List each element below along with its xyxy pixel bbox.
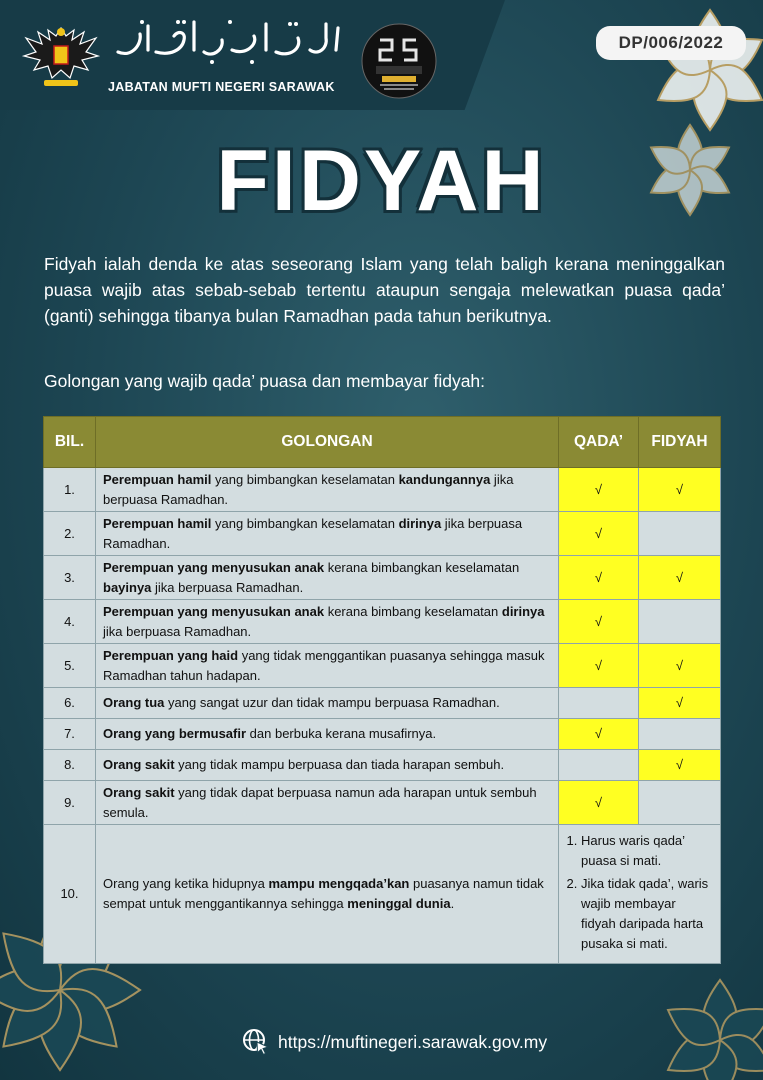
reference-number-tab: DP/006/2022 — [596, 26, 746, 60]
globe-cursor-icon — [242, 1028, 270, 1056]
desc-text-1: kerana bimbangkan keselamatan — [324, 559, 520, 575]
table-body — [44, 468, 721, 964]
check-mark: √ — [594, 794, 603, 810]
desc-text-1: yang bimbangkan keselamatan — [211, 471, 399, 487]
sarawak-crest-logo — [22, 22, 100, 92]
row-number: 4. — [44, 600, 96, 644]
website-link[interactable]: https://muftinegeri.sarawak.gov.my — [278, 1031, 548, 1052]
check-mark: √ — [594, 525, 603, 541]
row-description — [96, 468, 559, 512]
row-number: 6. — [44, 688, 96, 719]
desc-text-1: yang tidak dapat berpuasa namun ada harapan untuk sembuh semula. — [103, 784, 537, 820]
desc-text-1: yang tidak mampu berpuasa dan tiada harapan sembuh. — [174, 757, 505, 772]
row-number: 10. — [44, 825, 96, 964]
fidyah-cell — [639, 468, 721, 512]
desc-bold-2: kandungannya — [398, 471, 491, 487]
qada-cell — [559, 600, 639, 644]
desc-text-2: jika berpuasa Ramadhan. — [103, 515, 523, 551]
qada-cell — [559, 719, 639, 750]
check-mark: √ — [675, 481, 684, 497]
desc-text-1: yang tidak menggantikan puasanya sehingga masuk Ramadhan tahun hadapan. — [103, 647, 545, 683]
row-description — [96, 825, 559, 964]
table-row — [44, 468, 721, 512]
row-description — [96, 719, 559, 750]
desc-bold-1: mampu mengqada’kan — [268, 876, 410, 891]
qada-cell — [559, 512, 639, 556]
desc-text-1: yang sangat uzur dan tidak mampu berpuasa Ramadhan. — [164, 695, 500, 710]
row-number: 8. — [44, 750, 96, 781]
table-row — [44, 825, 721, 964]
row-number: 1. — [44, 468, 96, 512]
qada-cell — [559, 750, 639, 781]
check-mark: √ — [675, 657, 684, 673]
row-number: 9. — [44, 781, 96, 825]
header-qada: QADA’ — [559, 417, 639, 468]
table-row — [44, 781, 721, 825]
desc-bold-1: Orang sakit — [103, 757, 175, 772]
note-item: 1. Harus waris qada’ puasa si mati. — [581, 831, 712, 871]
table-row — [44, 688, 721, 719]
check-mark: √ — [675, 569, 684, 585]
row-description — [96, 688, 559, 719]
fidyah-cell — [639, 600, 721, 644]
check-mark: √ — [594, 657, 603, 673]
desc-bold-1: Orang yang bermusafir — [103, 726, 247, 741]
desc-text-1: kerana bimbang keselamatan — [324, 603, 502, 619]
notes-cell — [559, 825, 721, 964]
desc-bold-1: Perempuan yang menyusukan anak — [103, 603, 325, 619]
row-number: 2. — [44, 512, 96, 556]
check-mark: √ — [594, 481, 603, 497]
table-header-row — [44, 417, 721, 468]
desc-text-2: jika berpuasa Ramadhan. — [103, 623, 252, 639]
fidyah-cell — [639, 688, 721, 719]
desc-bold-1: Orang tua — [103, 695, 165, 710]
desc-bold-1: Perempuan hamil — [103, 471, 212, 487]
row-description — [96, 644, 559, 688]
fidyah-cell — [639, 556, 721, 600]
fidyah-cell — [639, 750, 721, 781]
anniversary-badge-logo — [360, 22, 438, 100]
desc-bold-2: dirinya — [398, 515, 442, 531]
desc-text-1: yang bimbangkan keselamatan — [211, 515, 399, 531]
row-description — [96, 512, 559, 556]
qada-cell — [559, 781, 639, 825]
row-description — [96, 750, 559, 781]
fidyah-cell — [639, 512, 721, 556]
fidyah-table — [43, 416, 721, 964]
footer — [242, 1028, 547, 1056]
table-row — [44, 644, 721, 688]
desc-bold-2: bayinya — [103, 579, 152, 595]
fidyah-cell — [639, 719, 721, 750]
desc-text-2: jika berpuasa Ramadhan. — [103, 471, 514, 507]
check-mark: √ — [594, 726, 603, 741]
row-description — [96, 600, 559, 644]
row-number: 3. — [44, 556, 96, 600]
qada-cell — [559, 556, 639, 600]
check-mark: √ — [594, 613, 603, 629]
desc-bold-2: dirinya — [501, 603, 545, 619]
table-row — [44, 719, 721, 750]
row-number: 5. — [44, 644, 96, 688]
desc-bold-1: Perempuan yang haid — [103, 647, 239, 663]
table-heading: Golongan yang wajib qada’ puasa dan membayar fidyah: — [44, 371, 486, 391]
header-bil: BIL. — [44, 417, 96, 468]
row-description — [96, 556, 559, 600]
header-fidyah: FIDYAH — [639, 417, 721, 468]
check-mark: √ — [675, 757, 684, 772]
header-golongan: GOLONGAN — [96, 417, 559, 468]
desc-bold-1: Perempuan hamil — [103, 515, 212, 531]
row-number: 7. — [44, 719, 96, 750]
row-description — [96, 781, 559, 825]
table-row — [44, 600, 721, 644]
table-row — [44, 512, 721, 556]
desc-text-1: dan berbuka kerana musafirnya. — [246, 726, 437, 741]
note-item: 2. Jika tidak qada’, waris wajib membayar fidyah daripada harta pusaka si mati. — [581, 874, 712, 954]
intro-paragraph: Fidyah ialah denda ke atas seseorang Islam yang telah baligh kerana meninggalkan puasa wajib atas sebab-sebab tertentu ataupun sengaja melewatkan puasa qada’ (ganti) sehingga tibanya bulan Ramadhan pada tahun berikutnya. — [44, 254, 725, 326]
desc-bold-1: Orang sakit — [103, 784, 175, 800]
table-row — [44, 556, 721, 600]
desc-bold-2: meninggal dunia — [347, 896, 451, 911]
desc-text-2: jika berpuasa Ramadhan. — [151, 579, 304, 595]
fidyah-cell — [639, 781, 721, 825]
check-mark: √ — [675, 695, 684, 710]
desc-text-3: . — [450, 896, 455, 911]
qada-cell — [559, 468, 639, 512]
fidyah-cell — [639, 644, 721, 688]
desc-text-2: puasanya namun tidak sempat untuk menggantikannya sehingga — [103, 876, 544, 911]
table-row — [44, 750, 721, 781]
page-title: FIDYAH — [216, 133, 547, 229]
jawi-script-logo — [112, 14, 350, 66]
desc-text-1: Orang yang ketika hidupnya — [103, 876, 269, 891]
check-mark: √ — [594, 569, 603, 585]
department-name: JABATAN MUFTI NEGERI SARAWAK — [108, 80, 335, 94]
desc-bold-1: Perempuan yang menyusukan anak — [103, 559, 325, 575]
notes-list — [563, 831, 712, 954]
qada-cell — [559, 644, 639, 688]
qada-cell — [559, 688, 639, 719]
